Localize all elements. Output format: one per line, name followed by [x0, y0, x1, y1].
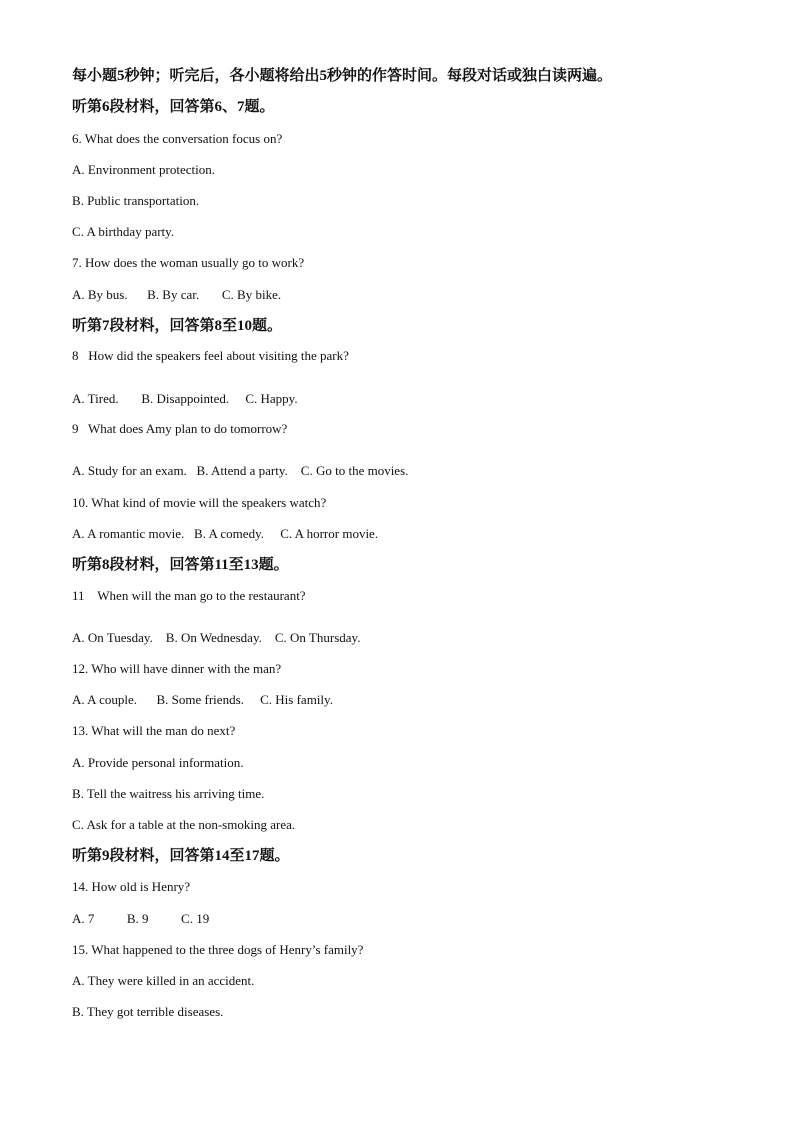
option-15b: B. They got terrible diseases. — [72, 1004, 224, 1019]
options-9: A. Study for an exam. B. Attend a party. C. Go to the movies. — [72, 463, 409, 478]
option-6a: A. Environment protection. — [72, 162, 215, 177]
options-10: A. A romantic movie. B. A comedy. C. A horror movie. — [72, 526, 379, 541]
question-11: 11 When will the man go to the restaurant? — [72, 588, 306, 603]
option-13a: A. Provide personal information. — [72, 755, 244, 770]
question-9: 9 What does Amy plan to do tomorrow? — [72, 421, 288, 436]
question-12: 12. Who will have dinner with the man? — [72, 661, 282, 676]
section-heading-8: 听第8段材料，回答第11至13题。 — [72, 557, 289, 573]
question-8: 8 How did the speakers feel about visiting the park? — [72, 348, 349, 363]
option-15a: A. They were killed in an accident. — [72, 973, 255, 988]
option-13c: C. Ask for a table at the non-smoking area. — [72, 817, 296, 832]
options-11: A. On Tuesday. B. On Wednesday. C. On Thursday. — [72, 630, 361, 645]
option-6b: B. Public transportation. — [72, 193, 200, 208]
options-12: A. A couple. B. Some friends. C. His family. — [72, 692, 333, 707]
question-6: 6. What does the conversation focus on? — [72, 131, 283, 146]
section-heading-6: 听第6段材料，回答第6、7题。 — [72, 99, 275, 115]
options-8: A. Tired. B. Disappointed. C. Happy. — [72, 391, 298, 406]
options-14: A. 7 B. 9 C. 19 — [72, 911, 210, 926]
option-6c: C. A birthday party. — [72, 224, 175, 239]
question-13: 13. What will the man do next? — [72, 723, 236, 738]
section-heading-9: 听第9段材料，回答第14至17题。 — [72, 848, 290, 864]
question-7: 7. How does the woman usually go to work? — [72, 255, 305, 270]
option-13b: B. Tell the waitress his arriving time. — [72, 786, 265, 801]
instructions-text: 每小题5秒钟；听完后，各小题将给出5秒钟的作答时间。每段对话或独白读两遍。 — [72, 68, 613, 84]
options-7: A. By bus. B. By car. C. By bike. — [72, 287, 282, 302]
section-heading-7: 听第7段材料，回答第8至10题。 — [72, 318, 283, 334]
question-14: 14. How old is Henry? — [72, 879, 191, 894]
question-15: 15. What happened to the three dogs of Henry’s family? — [72, 942, 364, 957]
question-10: 10. What kind of movie will the speakers watch? — [72, 495, 327, 510]
